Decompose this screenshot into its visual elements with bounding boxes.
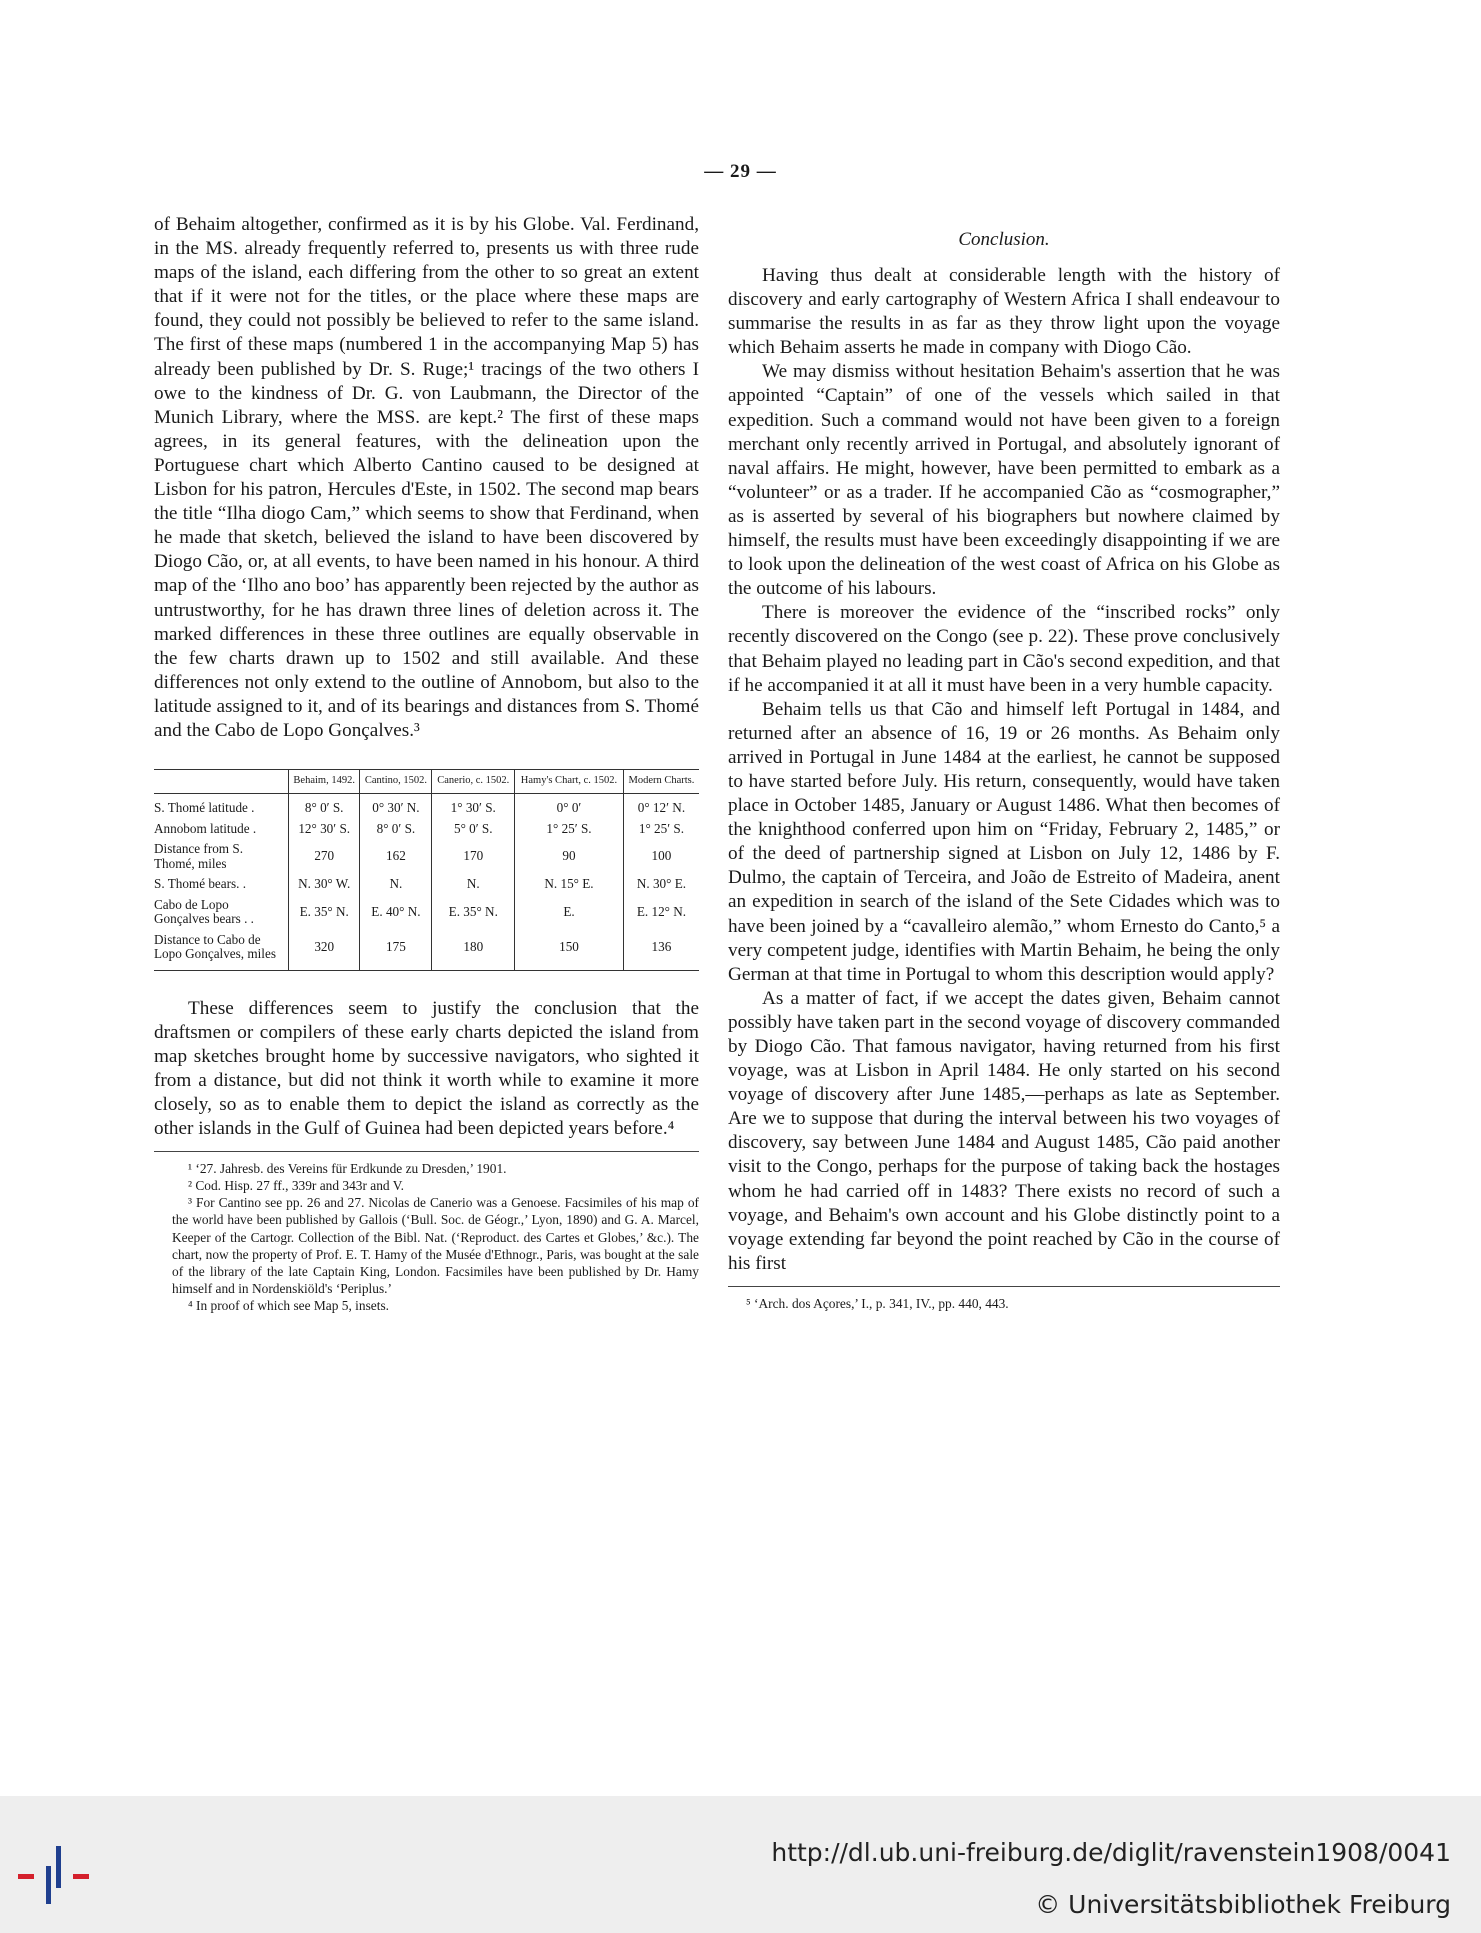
- table-cell: E. 35° N.: [432, 895, 515, 930]
- table-header: Behaim, 1492.: [289, 770, 360, 794]
- right-paragraph-3: There is moreover the evidence of the “inscribed rocks” only recently discovered on the Congo (see p. 22). These prove conclusively that Behaim played no leading part in Cão's second expedition, and that if he accompanied it at all it must have been in a very humble capacity.: [728, 602, 1280, 696]
- table-cell: 270: [289, 839, 360, 874]
- section-heading: Conclusion.: [958, 229, 1050, 250]
- table-cell: 8° 0′ S.: [289, 794, 360, 819]
- table-row: [154, 794, 699, 819]
- right-paragraph-5: As a matter of fact, if we accept the dates given, Behaim cannot possibly have taken part in the second voyage of discovery commanded by Diogo Cão. That famous navigator, having returned from his first voyage, was at Lisbon in April 1484. He only started on his second voyage of discovery after June 1485,—perhaps as late as September. Are we to suppose that during the interval between his two voyages of discovery, say between June 1484 and August 1485, Cão paid another visit to the Congo, perhaps for the purpose of taking back the hostages whom he had carried off in 1483? There exists no record of such a voyage, and Behaim's own account and his Globe distinctly point to a voyage extending far beyond the point reached by Cão in the course of his first: [728, 987, 1280, 1274]
- left-footnotes: [154, 1151, 699, 1314]
- table-cell: 320: [289, 930, 360, 970]
- table-cell: 150: [515, 930, 624, 970]
- table-row: [154, 874, 699, 895]
- table-cell: N. 30° W.: [289, 874, 360, 895]
- table-cell: 136: [623, 930, 699, 970]
- comparison-table-wrap: [154, 769, 699, 971]
- comparison-table: [154, 770, 699, 970]
- table-header: Canerio, c. 1502.: [432, 770, 515, 794]
- table-row: [154, 895, 699, 930]
- footnote-2: ² Cod. Hisp. 27 ff., 339r and 343r and V.: [188, 1178, 405, 1194]
- table-cell: N. 30° E.: [623, 874, 699, 895]
- table-cell: 5° 0′ S.: [432, 819, 515, 840]
- table-cell: N. 15° E.: [515, 874, 624, 895]
- table-header-blank: [154, 770, 289, 794]
- table-cell: 0° 0′: [515, 794, 624, 819]
- table-cell: 12° 30′ S.: [289, 819, 360, 840]
- table-cell: 0° 12′ N.: [623, 794, 699, 819]
- right-paragraph-1: Having thus dealt at considerable length with the history of discovery and early cartography of Western Africa I shall endeavour to summarise the results in as far as they throw light upon the voyage which Behaim asserts he made in company with Diogo Cão.: [728, 265, 1280, 359]
- table-cell: 90: [515, 839, 624, 874]
- table-cell: 1° 25′ S.: [623, 819, 699, 840]
- table-cell: N.: [360, 874, 432, 895]
- right-paragraph-2: We may dismiss without hesitation Behaim's assertion that he was appointed “Captain” of one of the vessels which sailed in that expedition. Such a command would not have been given to a foreign merchant only recently arrived in Portugal, and absolutely ignorant of naval affairs. He might, however, have been permitted to embark as a “volunteer” or as a trader. If he accompanied Cão as “cosmographer,” as is asserted by several of his biographers but nowhere claimed by himself, the results must have been exceedingly disappointing if we are to look upon the delineation of the west coast of Africa on his Globe as the outcome of his labours.: [728, 361, 1280, 600]
- table-cell: 1° 30′ S.: [432, 794, 515, 819]
- table-cell: 170: [432, 839, 515, 874]
- footnote-5: ⁵ ‘Arch. dos Açores,’ I., p. 341, IV., pp. 440, 443.: [746, 1295, 1009, 1311]
- table-cell: E. 12° N.: [623, 895, 699, 930]
- footnote-rule: [154, 1151, 699, 1152]
- table-cell: 8° 0′ S.: [360, 819, 432, 840]
- table-bottom-rule: [154, 970, 699, 971]
- table-cell: 175: [360, 930, 432, 970]
- table-cell: 162: [360, 839, 432, 874]
- footer-url-link[interactable]: http://dl.ub.uni-freiburg.de/diglit/ravenstein1908/0041: [771, 1838, 1451, 1867]
- table-header-row: [154, 770, 699, 794]
- footnote-1: ¹ ‘27. Jahresb. des Vereins für Erdkunde zu Dresden,’ 1901.: [188, 1161, 507, 1177]
- left-column: [154, 213, 699, 1314]
- footnote-3: ³ For Cantino see pp. 26 and 27. Nicolas de Canerio was a Genoese. Facsimiles of his map of the world have been published by Gallois (‘Bull. Soc. de Géogr.,’ Lyon, 1890) and G. A. Marcel, Keeper of the Cartogr. Collection of the Bibl. Nat. (‘Reproduct. des Cartes et Globes,’ &c.). The chart, now the property of Prof. E. T. Hamy of the Musée d'Ethnogr., Paris, was bought at the sale of the library of the late Captain King, London. Facsimiles have been published by Dr. Hamy himself and in Nordenskiöld's ‘Periplus.’: [172, 1195, 699, 1296]
- table-cell: E. 40° N.: [360, 895, 432, 930]
- row-label: S. Thomé latitude .: [154, 800, 255, 816]
- table-row: [154, 930, 699, 970]
- table-row: [154, 839, 699, 874]
- table-header: Cantino, 1502.: [360, 770, 432, 794]
- table-cell: 100: [623, 839, 699, 874]
- row-label: Distance to Cabo de Lopo Gonçalves, miles: [154, 931, 276, 962]
- table-cell: E. 35° N.: [289, 895, 360, 930]
- right-paragraph-4: Behaim tells us that Cão and himself left Portugal in 1484, and returned after an absence of 16, 19 or 26 months. As Behaim only arrived in Portugal in June 1484 at the earliest, he cannot be supposed to have started before July. His return, consequently, would have taken place in October 1485, January or August 1486. What then becomes of the knighthood conferred upon him on “Friday, February 2, 1485,” or of the deed of partnership signed at Lisbon on July 12, 1486 by F. Dulmo, the captain of Terceira, and João de Estreito of Madeira, anent an expedition in search of the island of the Sete Cidades which was to have been joined by a “cavalleiro alemão,” whom Ernesto do Canto,⁵ a very competent judge, identifies with Martin Behaim, he being the only German at that time in Portugal to whom this description would apply?: [728, 698, 1280, 985]
- row-label: S. Thomé bears. .: [154, 876, 247, 892]
- table-cell: 0° 30′ N.: [360, 794, 432, 819]
- table-row: [154, 819, 699, 840]
- table-cell: N.: [432, 874, 515, 895]
- table-header: Modern Charts.: [623, 770, 699, 794]
- table-cell: 180: [432, 930, 515, 970]
- footnote-4: ⁴ In proof of which see Map 5, insets.: [188, 1297, 390, 1313]
- footer-copyright: © Universitätsbibliothek Freiburg: [1035, 1890, 1451, 1919]
- row-label: Annobom latitude .: [154, 820, 257, 836]
- right-footnotes: [728, 1286, 1280, 1312]
- footnote-rule: [728, 1286, 1280, 1287]
- left-paragraph-2: These differences seem to justify the conclusion that the draftsmen or compilers of these early charts depicted the island from map sketches brought home by successive navigators, who sighted it from a distance, but did not think it worth while to examine it more closely, so as to enable them to depict the island as correctly as the other islands in the Gulf of Guinea had been depicted years before.⁴: [154, 997, 699, 1140]
- page-number: — 29 —: [704, 161, 777, 182]
- row-label: Cabo de Lopo Gonçalves bears . .: [154, 896, 254, 927]
- table-cell: 1° 25′ S.: [515, 819, 624, 840]
- table-header: Hamy's Chart, c. 1502.: [515, 770, 624, 794]
- row-label: Distance from S. Thomé, miles: [154, 841, 243, 871]
- ub-freiburg-logo-icon: [18, 1846, 92, 1904]
- table-cell: E.: [515, 895, 624, 930]
- left-paragraph-1: of Behaim altogether, confirmed as it is by his Globe. Val. Ferdinand, in the MS. already frequently referred to, presents us with three rude maps of the island, each differing from the other to so great an extent that if it were not for the titles, or the place where these maps are found, they could not possibly be believed to refer to the same island. The first of these maps (numbered 1 in the accompanying Map 5) has already been published by Dr. S. Ruge;¹ tracings of the two others I owe to the kindness of Dr. G. von Laubmann, the Director of the Munich Library, where the MSS. are kept.² The first of these maps agrees, in its general features, with the delineation upon the Portuguese chart which Alberto Cantino caused to be designed at Lisbon for his patron, Hercules d'Este, in 1502. The second map bears the title “Ilha diogo Cam,” which seems to show that Ferdinand, when he made that sketch, believed the island to have been discovered by Diogo Cão, or, at all events, to have been named in his honour. A third map of the ‘Ilho ano boo’ has apparently been rejected by the author as untrustworthy, for he has drawn three lines of deletion across it. The marked differences in these three outlines are equally observable in the few charts drawn up to 1502 and still available. And these differences not only extend to the outline of Annobom, but also to the latitude assigned to it, and of its bearings and distances from S. Thomé and the Cabo de Lopo Gonçalves.³: [154, 214, 699, 741]
- right-column: [728, 228, 1280, 1312]
